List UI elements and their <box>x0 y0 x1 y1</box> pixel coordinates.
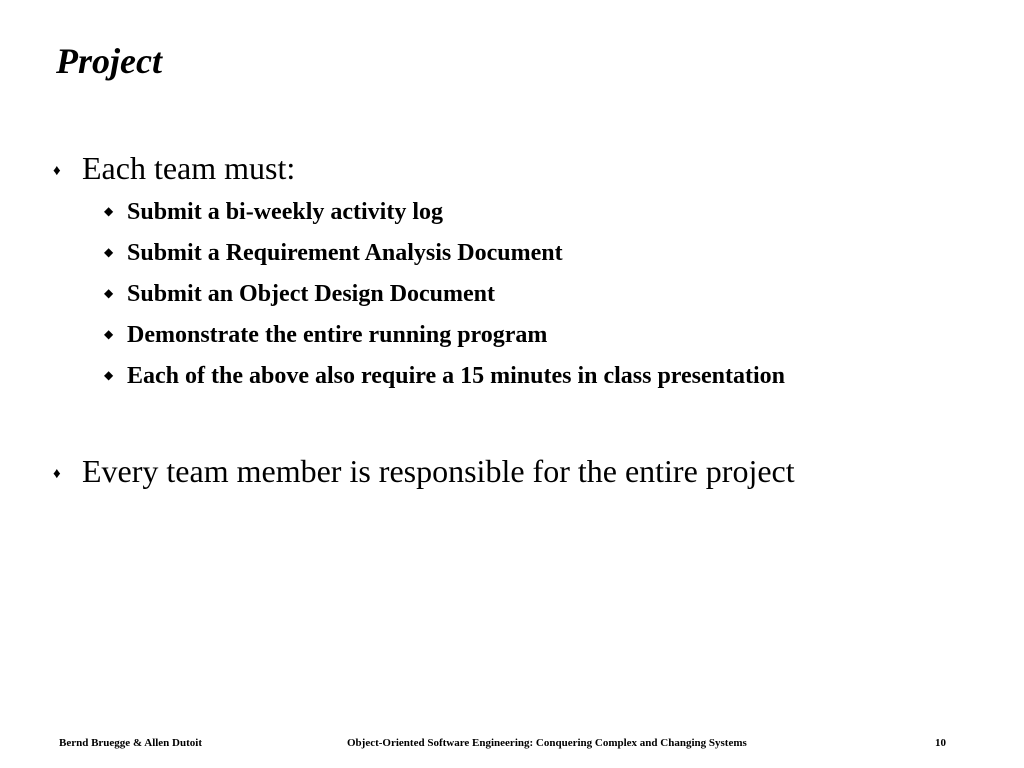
sub-bullet-text: Submit an Object Design Document <box>127 281 496 307</box>
sub-bullet-item <box>0 280 1024 310</box>
sub-bullet-text: Each of the above also require a 15 minutes in class presentation <box>127 363 786 389</box>
diamond-sub-bullet-icon: ◆ <box>104 368 114 382</box>
diamond-sub-bullet-icon: ◆ <box>104 245 114 259</box>
sub-bullet-item <box>0 362 1024 392</box>
diamond-bullet-icon: ♦ <box>53 466 61 482</box>
sub-bullet-item <box>0 321 1024 351</box>
bullet-text: Every team member is responsible for the entire project <box>82 453 795 489</box>
slide-title: Project <box>56 41 162 81</box>
bullet-item <box>0 452 1024 492</box>
bullet-text: Each team must: <box>82 150 296 186</box>
footer-authors: Bernd Bruegge & Allen Dutoit <box>59 737 202 749</box>
sub-bullet-text: Submit a bi-weekly activity log <box>127 199 443 225</box>
diamond-sub-bullet-icon: ◆ <box>104 204 114 218</box>
bullet-item <box>0 149 1024 189</box>
diamond-sub-bullet-icon: ◆ <box>104 327 114 341</box>
sub-bullet-text: Demonstrate the entire running program <box>127 322 548 348</box>
footer-book-title: Object-Oriented Software Engineering: Conquering Complex and Changing Systems <box>347 737 747 749</box>
diamond-bullet-icon: ♦ <box>53 163 61 179</box>
footer-page-number: 10 <box>935 737 946 749</box>
sub-bullet-item <box>0 198 1024 228</box>
sub-bullet-text: Submit a Requirement Analysis Document <box>127 240 563 266</box>
sub-bullet-item <box>0 239 1024 269</box>
diamond-sub-bullet-icon: ◆ <box>104 286 114 300</box>
